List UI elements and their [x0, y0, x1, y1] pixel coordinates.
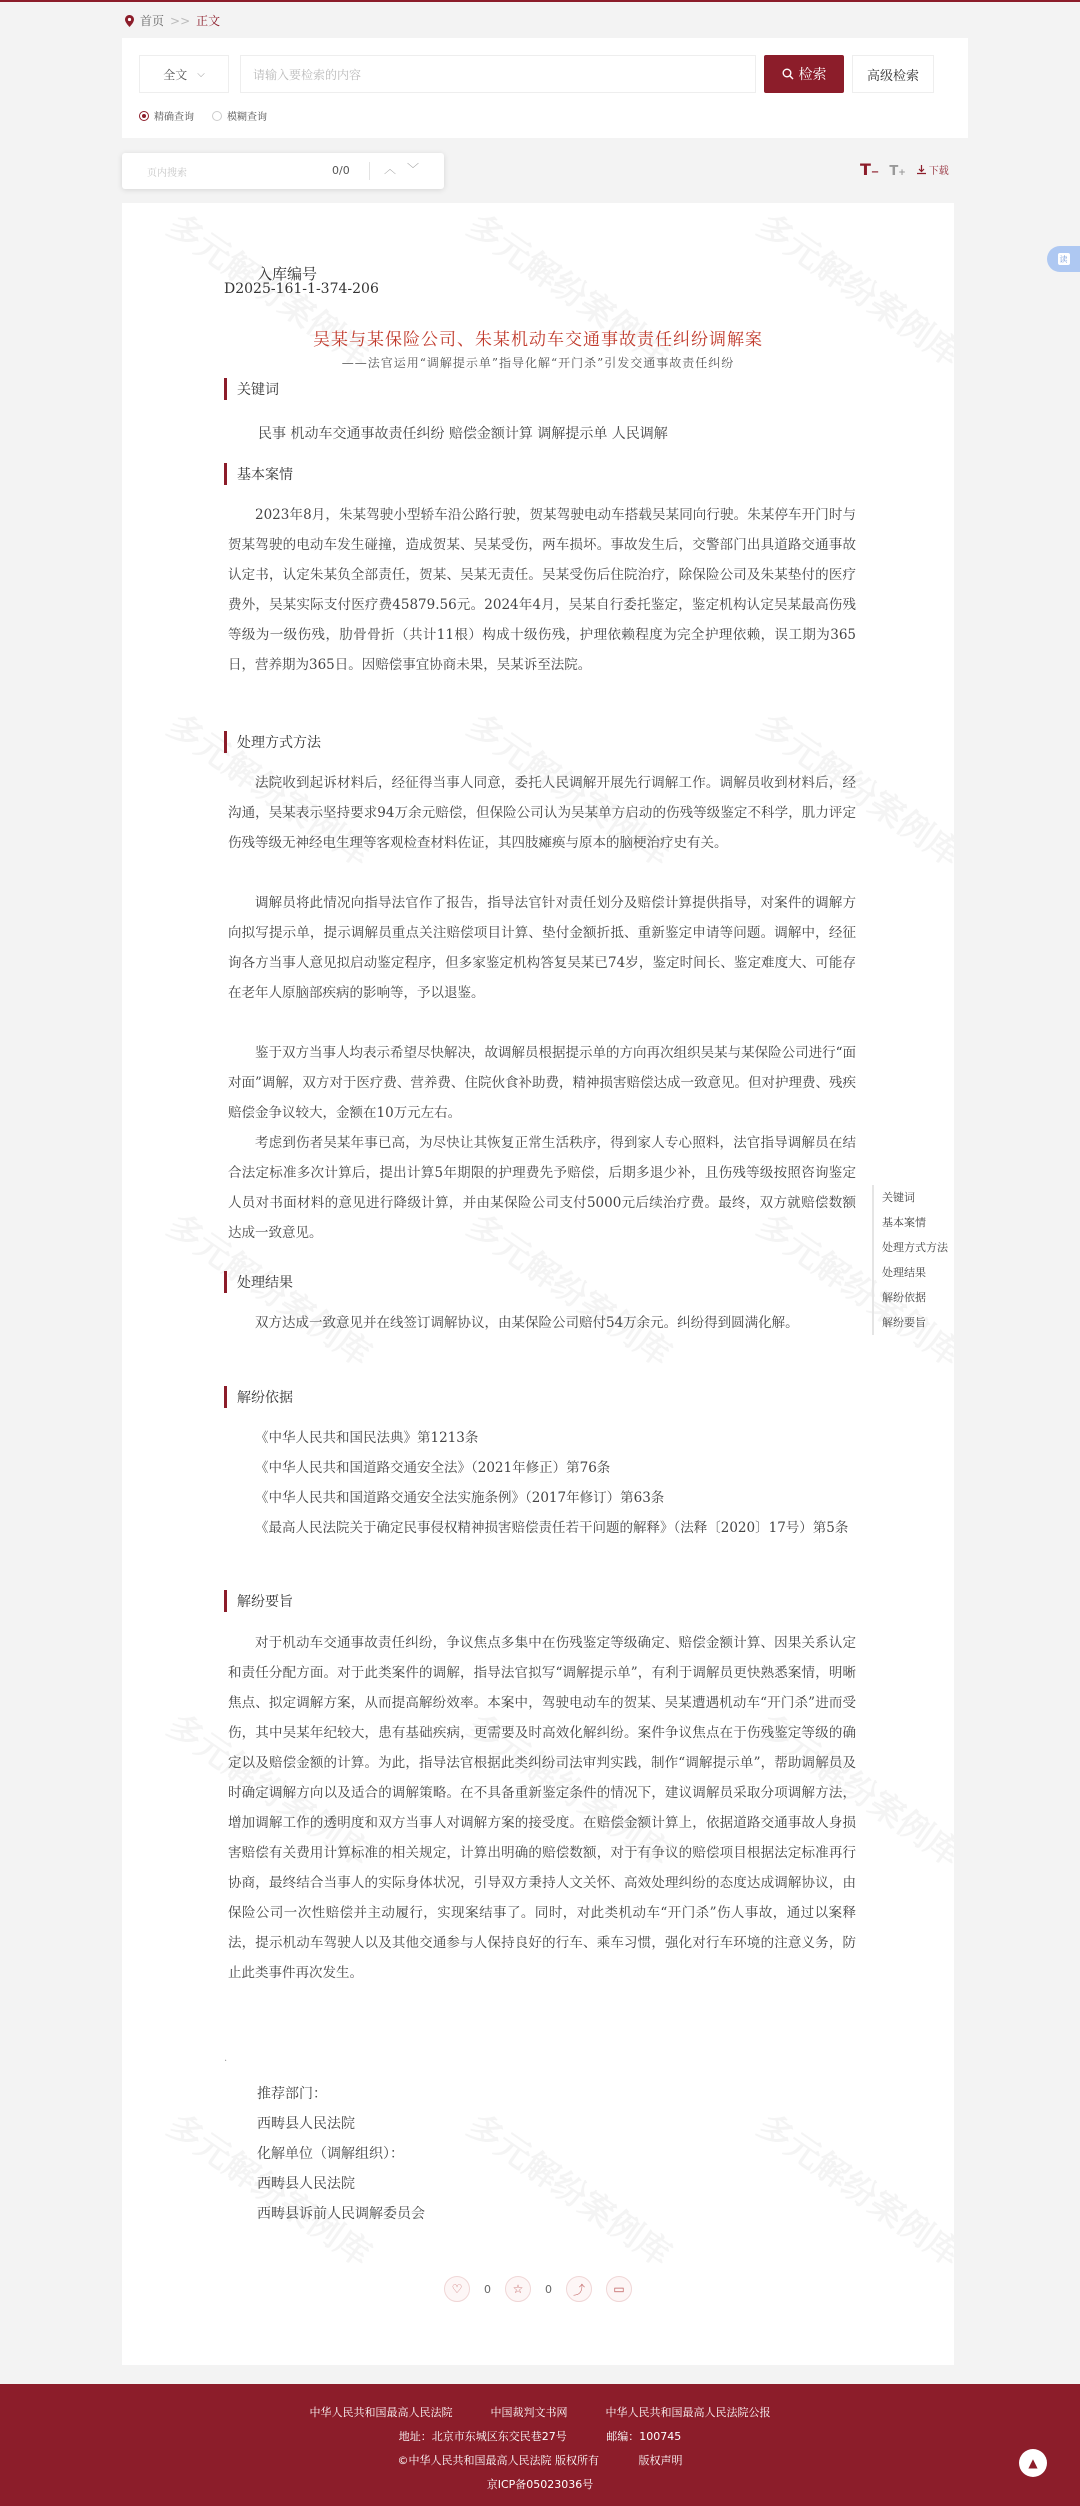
section-heading-result: 处理结果	[224, 1271, 293, 1293]
location-pin-icon	[125, 15, 134, 27]
mode-exact-label: 精确查询	[154, 112, 194, 123]
basis-item: 《中华人民共和国道路交通安全法实施条例》（2017年修订）第63条	[255, 1490, 665, 1506]
mode-exact-radio[interactable]	[139, 108, 194, 123]
footer-link[interactable]: 中华人民共和国最高人民法院	[309, 2406, 453, 2419]
font-smaller-button[interactable]: T+	[889, 164, 906, 179]
method-paragraph-3: 鉴于双方当事人均表示希望尽快解决，故调解员根据提示单的方向再次组织吴某与某保险公司进行“面对面”调解，双方对于医疗费、营养费、住院伙食补助费，精神损害赔偿达成一致意见。但对护理费、残疾赔偿金争议较大，金额在10万元左右。	[228, 1045, 856, 1121]
method-paragraph-4: 考虑到伤者吴某年事已高，为尽快让其恢复正常生活秩序，得到家人专心照料，法官指导调解员在结合法定标准多次计算后，提出计算5年期限的护理费先予赔偿，后期多退少补，且伤残等级按照咨询鉴定人员对书面材料的意见进行降级计算，并由某保险公司支付5000元后续治疗费。最终，双方就赔偿数额达成一致意见。	[228, 1135, 856, 1241]
sidenav-item-keywords[interactable]: 关键词	[882, 1191, 915, 1204]
sidenav-item-method[interactable]: 处理方式方法	[882, 1241, 948, 1254]
download-button[interactable]	[916, 162, 949, 177]
footer-icp-text[interactable]: 京ICP备05023036号	[486, 2478, 594, 2491]
search-scope-select[interactable]	[139, 55, 229, 93]
search-mode-group	[139, 108, 267, 123]
reading-tools	[860, 160, 949, 179]
footer-zip: 邮编：100745	[606, 2430, 682, 2443]
chevron-down-icon: ⌵	[197, 68, 205, 80]
footer-contact	[0, 2428, 1080, 2444]
search-icon	[782, 68, 794, 80]
in-page-search-input[interactable]: 页内搜索	[147, 168, 187, 179]
article-actions	[122, 2276, 954, 2302]
section-navigator	[872, 1185, 948, 1335]
like-count: 0	[484, 2282, 491, 2296]
advanced-search-button[interactable]: 高级检索	[852, 55, 934, 93]
share-button[interactable]	[566, 2276, 592, 2302]
breadcrumb	[125, 12, 220, 29]
footer-copyright: ©中华人民共和国最高人民法院 版权所有	[397, 2454, 599, 2467]
gist-paragraph: 对于机动车交通事故责任纠纷，争议焦点多集中在伤残鉴定等级确定、赔偿金额计算、因果关系认定和责任分配方面。对于此类案件的调解，指导法官拟写“调解提示单”，有利于调解员更快熟悉案情，明晰焦点、拟定调解方案，从而提高解纷效率。本案中，驾驶电动车的贺某、吴某遭遇机动车“开门杀”进而受伤，其中吴某年纪较大，患有基础疾病，更需要及时高效化解纠纷。案件争议焦点在于伤残鉴定等级的确定以及赔偿金额的计算。为此，指导法官根据此类纠纷司法审判实践，制作“调解提示单”，帮助调解员及时确定调解方向以及适合的调解策略。在不具备重新鉴定条件的情况下，建议调解员采取分项调解方法，增加调解工作的透明度和双方当事人对调解方案的接受度。在赔偿金额计算上，依据道路交通事故人身损害赔偿有关费用计算标准的相关规定，计算出明确的赔偿数额，对于有争议的赔偿项目根据法定标准再行协商，最终结合当事人的实际身体状况，引导双方秉持人文关怀、高效处理纠纷的态度达成调解协议，由保险公司一次性赔偿并主动履行，实现案结事了。同时，对此类机动车“开门杀”伤人事故，通过以案释法，提示机动车驾驶人以及其他交通参与人保持良好的行车、乘车习惯，强化对行车环境的注意义务，防止此类事件再次发生。	[228, 1635, 856, 1981]
basis-item: 《中华人民共和国道路交通安全法》（2021年修正）第76条	[255, 1460, 611, 1476]
in-page-search-count: 0/0	[332, 164, 350, 177]
search-button-label: 检索	[798, 67, 827, 83]
footer-statement-link[interactable]: 版权声明	[638, 2454, 683, 2467]
mode-fuzzy-label: 模糊查询	[227, 112, 267, 123]
mediator-1: 西畴县人民法院	[257, 2176, 355, 2192]
section-heading-keywords: 关键词	[224, 378, 279, 400]
footer	[0, 2384, 1080, 2506]
sidenav-item-facts[interactable]: 基本案情	[882, 1216, 926, 1229]
star-icon: ☆	[512, 2282, 524, 2296]
section-heading-gist: 解纷要旨	[224, 1590, 293, 1612]
search-input-placeholder: 请输入要检索的内容	[253, 67, 362, 82]
reader-icon: 读	[1059, 254, 1068, 264]
mode-fuzzy-radio[interactable]	[212, 108, 267, 123]
footer-copyright-line	[0, 2452, 1080, 2468]
section-heading-basis: 解纷依据	[224, 1386, 293, 1408]
footer-link[interactable]: 中华人民共和国最高人民法院公报	[605, 2406, 771, 2419]
breadcrumb-separator: >>	[170, 13, 191, 28]
basis-item: 《中华人民共和国民法典》第1213条	[255, 1430, 479, 1446]
download-label: 下载	[928, 166, 949, 177]
sidenav-item-basis[interactable]: 解纷依据	[882, 1291, 926, 1304]
case-number-label: 入库编号	[257, 265, 318, 283]
mediator-label: 化解单位（调解组织）：	[257, 2146, 404, 2162]
section-heading-method: 处理方式方法	[224, 731, 321, 753]
watermark	[459, 2099, 682, 2276]
search-scope-value: 全文	[163, 67, 188, 82]
share-icon: ⤴	[572, 2282, 585, 2297]
breadcrumb-home-link[interactable]: 首页	[140, 14, 165, 28]
footer-address: 地址：北京市东城区东交民巷27号	[398, 2430, 567, 2443]
arrow-up-icon: ▲	[1028, 2456, 1038, 2470]
article-subtitle: ——法官运用“调解提示单”指导化解“开门杀”引发交通事故责任纠纷	[341, 356, 735, 370]
back-to-top-button[interactable]	[1019, 2449, 1047, 2477]
section-heading-facts: 基本案情	[224, 463, 293, 485]
sidenav-item-gist[interactable]: 解纷要旨	[882, 1316, 926, 1329]
watermark	[749, 2099, 954, 2276]
heart-icon: ♡	[451, 2282, 463, 2296]
case-number: D2025-161-1-374-206	[224, 281, 379, 297]
chevron-up-icon[interactable]: ︿	[384, 162, 397, 176]
mediator-2: 西畴县诉前人民调解委员会	[257, 2206, 425, 2222]
article-title: 吴某与某保险公司、朱某机动车交通事故责任纠纷调解案	[313, 330, 763, 350]
comment-icon: ▭	[613, 2282, 625, 2296]
search-panel	[122, 38, 968, 138]
breadcrumb-current: 正文	[196, 14, 221, 28]
sidenav-item-result[interactable]: 处理结果	[882, 1266, 926, 1279]
radio-unselected-icon	[212, 111, 222, 121]
keywords-text: 民事 机动车交通事故责任纠纷 赔偿金额计算 调解提示单 人民调解	[258, 426, 668, 442]
comment-button[interactable]	[606, 2276, 632, 2302]
search-input[interactable]	[240, 55, 756, 93]
reader-mode-button[interactable]	[1047, 246, 1080, 272]
in-page-search-bar	[122, 153, 444, 189]
recommender: 西畴县人民法院	[257, 2116, 355, 2132]
footer-link[interactable]: 中国裁判文书网	[490, 2406, 568, 2419]
separator-dot: .	[224, 2053, 228, 2064]
favorite-count: 0	[545, 2282, 552, 2296]
basis-item: 《最高人民法院关于确定民事侵权精神损害赔偿责任若干问题的解释》（法释〔2020〕17号）第5条	[255, 1520, 849, 1536]
download-icon	[916, 164, 927, 175]
footer-icp	[0, 2476, 1080, 2492]
facts-paragraph: 2023年8月，朱某驾驶小型轿车沿公路行驶，贺某驾驶电动车搭载吴某同向行驶。朱某停车开门时与贺某驾驶的电动车发生碰撞，造成贺某、吴某受伤，两车损坏。事故发生后，交警部门出具道路交通事故认定书，认定朱某负全部责任，贺某、吴某无责任。吴某受伤后住院治疗，除保险公司及朱某垫付的医疗费外，吴某实际支付医疗费45879.56元。2024年4月，吴某自行委托鉴定，鉴定机构认定吴某最高伤残等级为一级伤残，肋骨骨折（共计11根）构成十级伤残，护理依赖程度为完全护理依赖，误工期为365日，营养期为365日。因赔偿事宜协商未果，吴某诉至法院。	[228, 507, 856, 673]
divider	[369, 162, 370, 180]
like-button[interactable]	[444, 2276, 470, 2302]
article-paper	[122, 203, 954, 2365]
font-larger-button[interactable]: T−	[860, 160, 880, 179]
method-paragraph-1: 法院收到起诉材料后，经征得当事人同意，委托人民调解开展先行调解工作。调解员收到材料后，经沟通，吴某表示坚持要求94万余元赔偿，但保险公司认为吴某单方启动的伤残等级鉴定不科学，肌力评定伤残等级无神经电生理等客观检查材料佐证，其四肢瘫痪与原本的脑梗治疗史有关。	[228, 775, 856, 851]
top-accent-line	[0, 0, 1080, 2]
favorite-button[interactable]	[505, 2276, 531, 2302]
radio-selected-icon	[139, 111, 149, 121]
footer-links	[0, 2404, 1080, 2420]
search-button[interactable]	[764, 55, 844, 93]
result-paragraph: 双方达成一致意见并在线签订调解协议，由某保险公司赔付54万余元。纠纷得到圆满化解。	[255, 1315, 799, 1331]
chevron-down-icon[interactable]: ﹀	[407, 162, 420, 176]
recommender-label: 推荐部门：	[257, 2086, 327, 2102]
method-paragraph-2: 调解员将此情况向指导法官作了报告，指导法官针对责任划分及赔偿计算提供指导，对案件的调解方向拟写提示单，提示调解员重点关注赔偿项目计算、垫付金额折抵、重新鉴定申请等问题。调解中，经征询各方当事人意见拟启动鉴定程序，但多家鉴定机构答复吴某已74岁，鉴定时间长、鉴定难度大、可能存在老年人原脑部疾病的影响等，予以退鉴。	[228, 895, 856, 1001]
